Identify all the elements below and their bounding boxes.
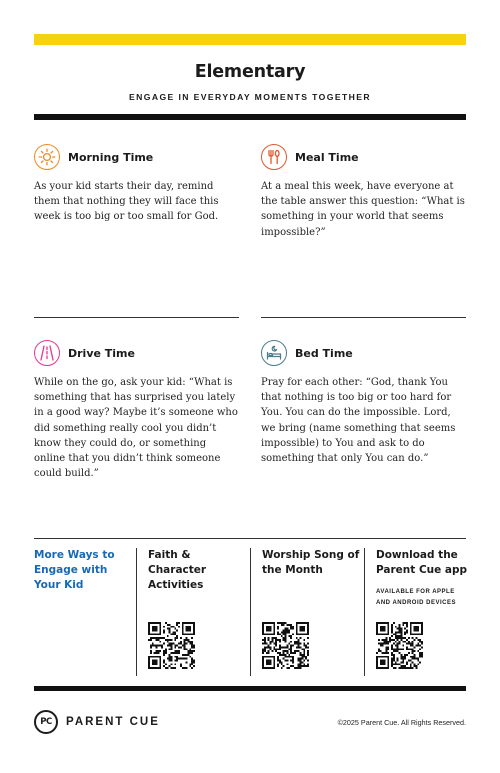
section-body: Pray for each other: “God, thank You that nothing is too big or too hard for You. You can do the impossible. Lord, we bring (name something that seems impossible) to You and ask to do something that only You can do.”	[261, 377, 456, 465]
section-morning-time	[34, 143, 239, 225]
footer-bar	[34, 686, 466, 691]
more-ways-heading	[34, 548, 124, 593]
resource-title: Worship Song of the Month	[262, 549, 360, 576]
logo-mark-icon: PC	[34, 710, 58, 734]
section-body: While on the go, ask your kid: “What is something that has surprised you lately in a good way? Maybe it’s someone who did something really cool you didn’t know they could do, or something online that you didn’t think someone could build.”	[34, 377, 238, 480]
parent-cue-logo	[34, 710, 160, 734]
section-meal-time	[261, 143, 466, 240]
logo-wordmark: PARENT CUE	[66, 716, 160, 728]
road-icon	[34, 340, 60, 366]
section-body: As your kid starts their day, remind them that nothing they will face this week is too big or too small for God.	[34, 181, 219, 223]
qr-code-download-app[interactable]	[376, 622, 423, 669]
footer-divider	[34, 538, 466, 539]
section-title: Drive Time	[68, 346, 135, 360]
page-subtitle: ENGAGE IN EVERYDAY MOMENTS TOGETHER	[129, 92, 371, 102]
resource-title: Download the Parent Cue app	[376, 549, 468, 576]
bed-moon-icon	[261, 340, 287, 366]
copyright-notice: ©2025 Parent Cue. All Rights Reserved.	[337, 718, 466, 727]
utensils-icon	[261, 144, 287, 170]
column-divider	[136, 548, 137, 676]
section-title: Morning Time	[68, 150, 154, 164]
top-accent-bar	[34, 34, 466, 45]
more-ways-label: More Ways to Engage with Your Kid	[34, 549, 115, 591]
sun-icon	[34, 144, 60, 170]
resource-worship-song	[262, 548, 362, 578]
resource-title: Faith & Character Activities	[148, 549, 207, 591]
column-divider	[364, 548, 365, 676]
section-divider	[34, 317, 239, 318]
section-title: Bed Time	[295, 346, 353, 360]
resource-download-app	[376, 548, 468, 609]
page-title: Elementary	[194, 62, 306, 82]
section-drive-time	[34, 339, 239, 481]
section-title: Meal Time	[295, 150, 359, 164]
app-availability-note: AVAILABLE FOR APPLE AND ANDROID DEVICES	[376, 589, 456, 606]
section-bed-time	[261, 339, 466, 466]
section-divider	[261, 317, 466, 318]
section-body: At a meal this week, have everyone at the table answer this question: “What is something in your world that seems impossible?”	[261, 181, 465, 238]
header-divider	[34, 114, 466, 120]
qr-code-worship-song[interactable]	[262, 622, 309, 669]
column-divider	[250, 548, 251, 676]
qr-code-faith-character[interactable]	[148, 622, 195, 669]
resource-faith-character	[148, 548, 243, 593]
